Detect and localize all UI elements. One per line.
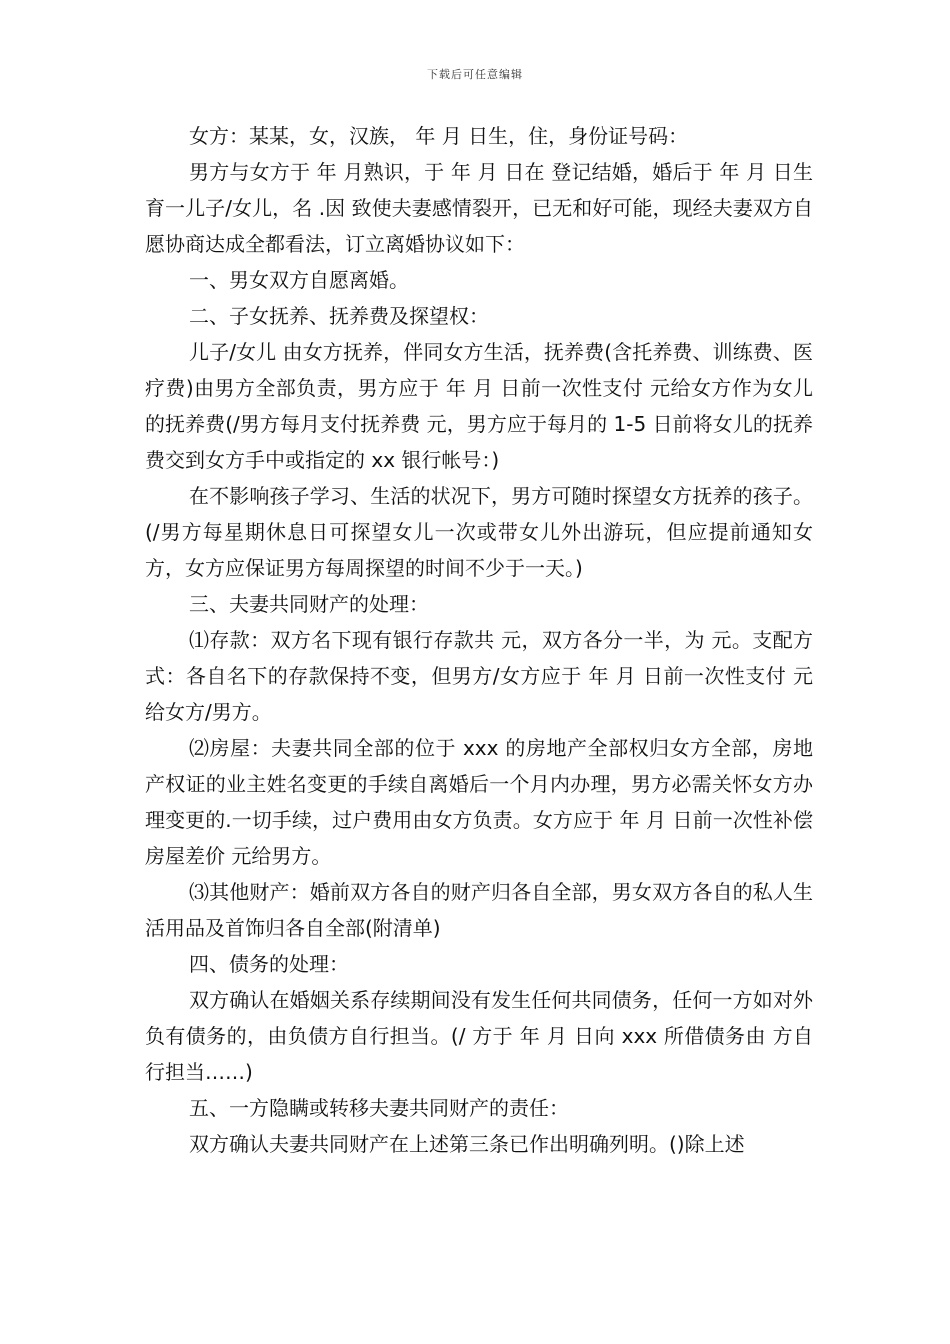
paragraph-clause-1: 一、男女双方自愿离婚。 — [189, 268, 409, 292]
paragraph-other-property: ⑶其他财产：婚前双方各自的财产归各自全部，男女双方各自的私人生活用品及首饰归各自全部(附清单) — [145, 880, 813, 940]
paragraph-clause-2-heading: 二、子女抚养、抚养费及探望权： — [189, 304, 489, 328]
page-header: 下载后可任意编辑 — [427, 68, 523, 81]
paragraph-savings: ⑴存款：双方名下现有银行存款共 元，双方各分一半，为 元。支配方式：各自名下的存款保持不变，但男方/女方应于 年 月 日前一次性支付 元给女方/男方。 — [145, 628, 813, 724]
paragraph-housing: ⑵房屋：夫妻共同全部的位于 xxx 的房地产全部权归女方全部，房地产权证的业主姓名变更的手续自离婚后一个月内办理，男方必需关怀女方办理变更的.一切手续，过户费用由女方负责。女方应于 年 月 日前一次性补偿房屋差价 元给男方。 — [145, 736, 813, 868]
paragraph-child-support: 儿子/女儿 由女方抚养，伴同女方生活，抚养费(含托养费、训练费、医疗费)由男方全部负责，男方应于 年 月 日前一次性支付 元给女方作为女儿的抚养费(/男方每月支付抚养费 元，男方应于每月的 1-5 日前将女儿的抚养费交到女方手中或指定的 xx 银行帐号：) — [145, 340, 813, 472]
paragraph-marriage-background: 男方与女方于 年 月熟识，于 年 月 日在 登记结婚，婚后于 年 月 日生育一儿子/女儿，名 .因 致使夫妻感情裂开，已无和好可能，现经夫妻双方自愿协商达成全都看法，订立离婚协议如下： — [145, 160, 813, 256]
paragraph-debts: 双方确认在婚姻关系存续期间没有发生任何共同债务，任何一方如对外负有债务的，由负债方自行担当。(/ 方于 年 月 日向 xxx 所借债务由 方自行担当……) — [145, 988, 813, 1084]
paragraph-property-confirmation: 双方确认夫妻共同财产在上述第三条已作出明确列明。()除上述 — [189, 1132, 745, 1156]
paragraph-woman-info: 女方：某某，女，汉族， 年 月 日生，住，身份证号码： — [189, 124, 689, 148]
paragraph-clause-5-heading: 五、一方隐瞒或转移夫妻共同财产的责任： — [189, 1096, 569, 1120]
paragraph-visitation: 在不影响孩子学习、生活的状况下，男方可随时探望女方抚养的孩子。(/男方每星期休息日可探望女儿一次或带女儿外出游玩，但应提前通知女方，女方应保证男方每周探望的时间不少于一天。) — [145, 484, 813, 580]
document-body — [145, 118, 813, 1162]
paragraph-clause-3-heading: 三、夫妻共同财产的处理： — [189, 592, 429, 616]
paragraph-clause-4-heading: 四、债务的处理： — [189, 952, 349, 976]
